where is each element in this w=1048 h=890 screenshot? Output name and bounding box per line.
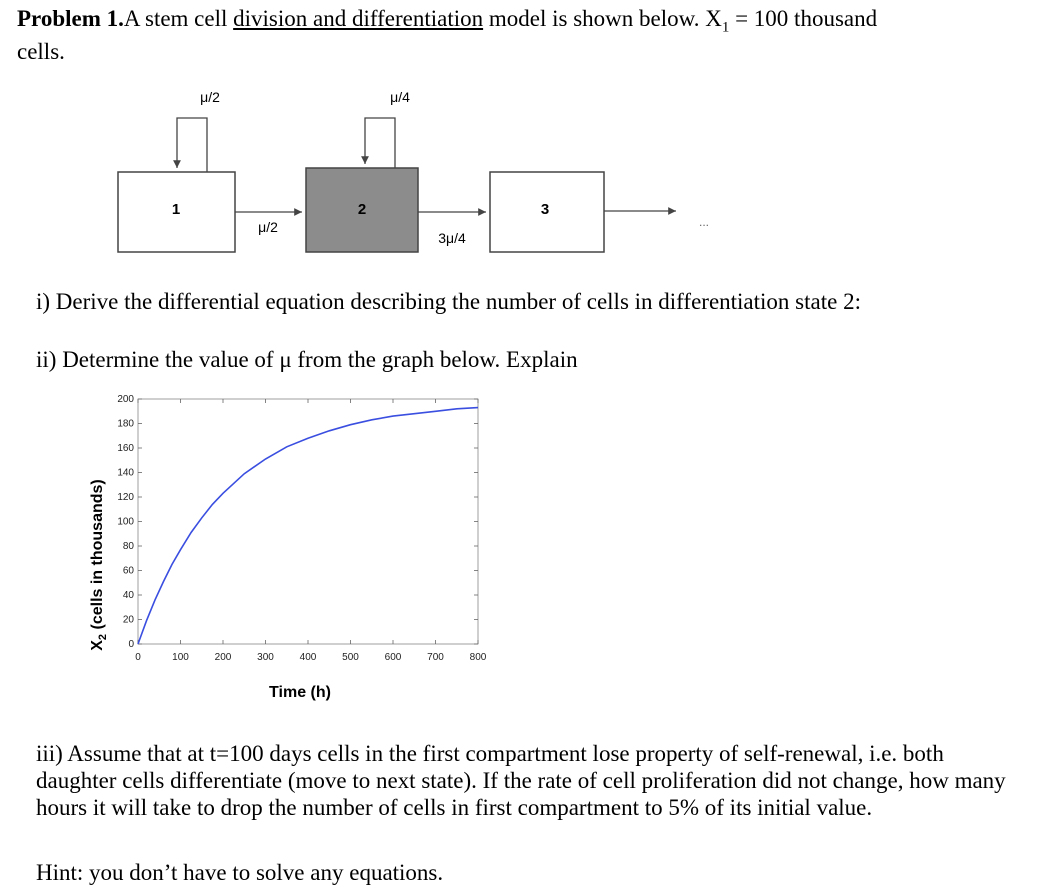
hint-text: Hint: you don’t have to solve any equations. xyxy=(36,860,444,885)
y-axis-label-main: X xyxy=(89,640,106,651)
self-renewal-loop-2 xyxy=(365,118,395,168)
x-tick-label-200: 200 xyxy=(214,652,232,663)
question-1: i) Derive the differential equation describing the number of cells in differentiation state 2: xyxy=(36,289,861,314)
self-renewal-loop-1 xyxy=(177,118,207,172)
x2-time-chart xyxy=(80,385,520,705)
x1-subscript: 1 xyxy=(721,19,730,36)
compartment-label-3: 3 xyxy=(540,201,550,218)
question-3: iii) Assume that at t=100 days cells in the first compartment lose property of self-renewal, i.e. both daughter cells differentiate (move to next state). If the rate of cell proliferation did not change, how many hours it will take to drop the number of cells in first compartment to 5% of its initial value. xyxy=(36,741,1006,820)
x2-series-line xyxy=(138,408,478,644)
y-tick-label-180: 180 xyxy=(117,418,134,430)
y-tick-label-20: 20 xyxy=(122,614,134,626)
transition-rate-1: μ/2 xyxy=(258,219,278,235)
plot-area xyxy=(138,399,478,644)
intro-line2: cells. xyxy=(17,39,65,64)
y-tick-label-40: 40 xyxy=(122,590,134,601)
x-tick-label-600: 600 xyxy=(384,652,402,663)
compartment-label-2: 2 xyxy=(357,201,367,218)
x-tick-label-100: 100 xyxy=(172,652,189,663)
compartment-label-1: 1 xyxy=(171,201,181,218)
x-tick-label-0: 0 xyxy=(135,652,141,663)
self-renewal-rate-2: μ/4 xyxy=(390,89,410,105)
y-tick-label-60: 60 xyxy=(122,565,134,577)
continuation-dots: ... xyxy=(698,215,710,229)
x-axis-label: Time (h) xyxy=(269,684,331,701)
y-tick-label-100: 100 xyxy=(117,516,134,528)
x-tick-label-800: 800 xyxy=(469,652,487,663)
question-2: ii) Determine the value of μ from the graph below. Explain xyxy=(36,347,578,372)
y-tick-label-0: 0 xyxy=(128,639,134,650)
intro-value: = 100 thousand xyxy=(729,6,878,31)
y-tick-label-120: 120 xyxy=(117,492,134,503)
y-tick-label-140: 140 xyxy=(117,467,134,479)
axis-ticks xyxy=(117,394,486,663)
intro-underlined-phrase: division and differentiation xyxy=(233,6,484,31)
problem-label: Problem 1. xyxy=(17,6,124,31)
x-tick-label-500: 500 xyxy=(342,652,359,663)
y-axis-label-sub: 2 xyxy=(97,633,109,641)
y-tick-label-200: 200 xyxy=(117,394,134,405)
x-tick-label-300: 300 xyxy=(257,652,274,663)
self-renewal-rate-1: μ/2 xyxy=(200,89,220,105)
y-tick-label-160: 160 xyxy=(117,443,134,454)
y-axis-label-rest: (cells in thousands) xyxy=(89,479,106,634)
y-tick-label-80: 80 xyxy=(122,541,134,552)
compartment-diagram xyxy=(0,0,1048,300)
y-axis-label xyxy=(89,479,109,650)
plot-frame xyxy=(138,399,478,644)
intro-text-after: model is shown below. X xyxy=(483,6,722,31)
transition-rate-2: 3μ/4 xyxy=(438,230,466,246)
intro-text-before: A stem cell xyxy=(123,6,234,31)
x-tick-label-700: 700 xyxy=(427,652,444,663)
x-tick-label-400: 400 xyxy=(299,652,317,663)
